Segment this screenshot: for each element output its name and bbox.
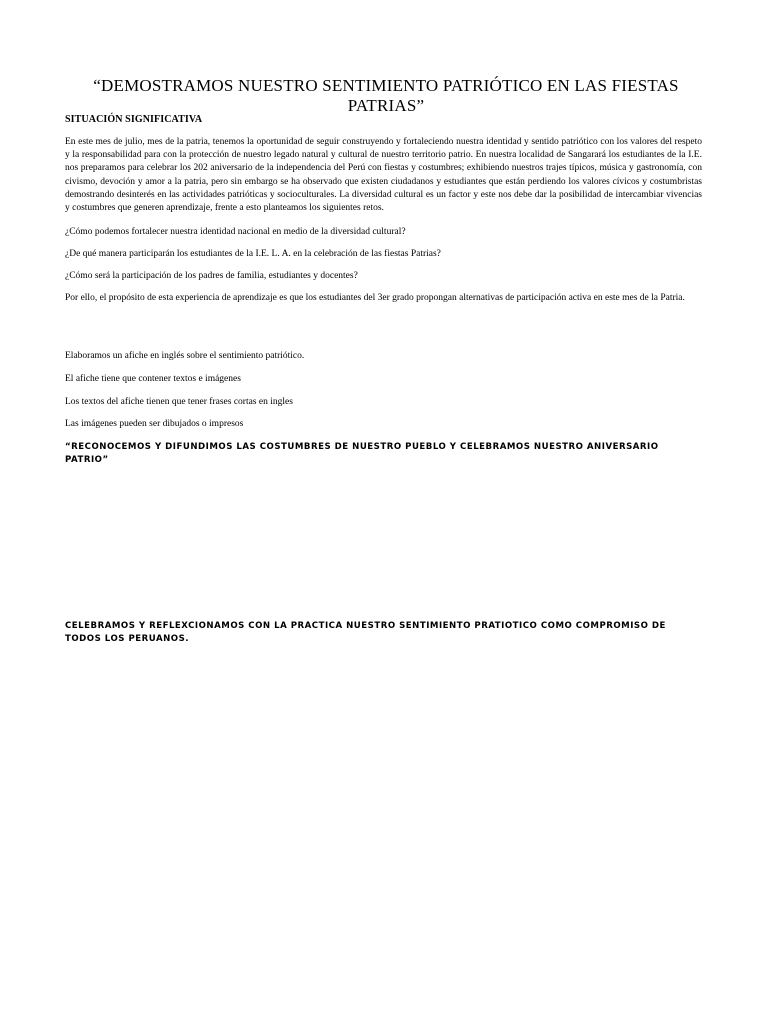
document-title: “DEMOSTRAMOS NUESTRO SENTIMIENTO PATRIÓTICO EN LAS FIESTAS PATRIAS” (93, 76, 679, 115)
slogan-primary: “RECONOCEMOS Y DIFUNDIMOS LAS COSTUMBRES DE NUESTRO PUEBLO Y CELEBRAMOS NUESTRO ANIVERSARIO PATRIO” (65, 442, 659, 465)
task-line-3: Los textos del afiche tienen que tener frases cortas en ingles (65, 397, 293, 407)
situation-paragraph: En este mes de julio, mes de la patria, tenemos la oportunidad de seguir construyendo y fortaleciendo nuestra identidad y sentido patriótico con los valores del respeto y la responsabilidad para con la protección de nuestro legado natural y cultural de nuestro territorio patrio. En nuestra localidad de Sangarará los estudiantes de la I.E. nos preparamos para celebrar los 202 aniversario de la independencia del Perú con fiestas y costumbres; exhibiendo nuestros trajes típicos, música y gastronomía, con civismo, devoción y amor a la patria, pero sin embargo se ha observado que existen ciudadanos y estudiantes que están perdiendo los valores cívicos y costumbristas demostrando desinterés en las actividades patrióticas y socioculturales. La diversidad cultural es un factor y este nos debe dar la posibilidad de intercambiar vivencias y costumbres que generen aprendizaje, frente a esto planteamos los siguientes retos. (65, 137, 702, 214)
task-line-1: Elaboramos un afiche en inglés sobre el sentimiento patriótico. (65, 351, 305, 361)
task-line-2: El afiche tiene que contener textos e imágenes (65, 374, 241, 384)
question-1: ¿Cómo podemos fortalecer nuestra identidad nacional en medio de la diversidad cultural? (65, 227, 406, 237)
question-3: ¿Cómo será la participación de los padres de familia, estudiantes y docentes? (65, 271, 358, 281)
task-line-4: Las imágenes pueden ser dibujados o impresos (65, 419, 244, 429)
slogan-secondary: CELEBRAMOS Y REFLEXCIONAMOS CON LA PRACTICA NUESTRO SENTIMIENTO PRATIOTICO COMO COMPROMISO DE TODOS LOS PERUANOS. (65, 621, 666, 644)
question-2: ¿De qué manera participarán los estudiantes de la I.E. L. A. en la celebración de las fiestas Patrias? (65, 249, 441, 259)
section-heading: SITUACIÓN SIGNIFICATIVA (65, 114, 203, 125)
purpose-paragraph: Por ello, el propósito de esta experiencia de aprendizaje es que los estudiantes del 3er grado propongan alternativas de participación activa en este mes de la Patria. (65, 293, 685, 303)
